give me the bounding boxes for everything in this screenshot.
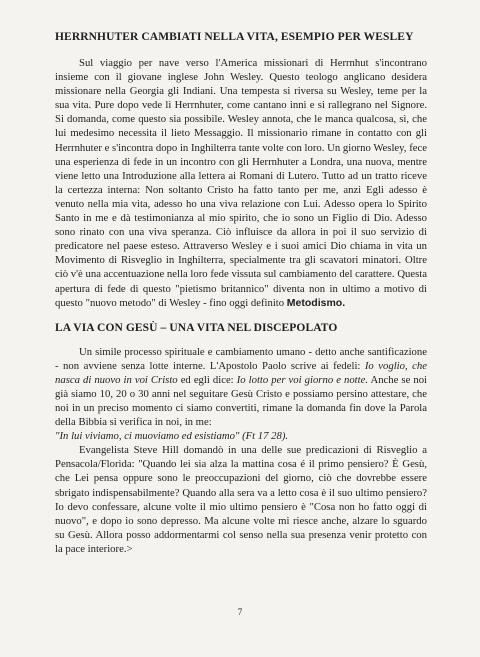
paragraph-steve-hill: Evangelista Steve Hill domandò in una delle sue predicazioni di Risveglio a Pensacola/Florida: "Quando lei sia alza la mattina cosa é il primo pensiero? È Gesù, che Lei pensa oppure sono le preoccupazioni del giorno, ciò che dovrebbe essere sbrigato indispensabilmente? Quando alla sera va a letto cosa è il suo ultimo pensiero? Io devo confessare, alcune volte il mio ultimo pensiero è "Cosa non ho fatto oggi di nuovo", e dopo io sono depresso. Ma alcune volte mi riesce anche, alzare lo sguardo su Gesù. Allora posso addormentarmi col senso nella sua presenza venir protetto con la pace interiore.> <box>55 444 427 555</box>
paragraph-santificazione <box>55 345 427 430</box>
paolo-quote-1: Io voglio, che nasca di nuovo in voi Cristo <box>55 359 427 386</box>
paolo-quote-2: Io lotto per voi giorno e notte. <box>236 373 369 386</box>
bible-quote-line <box>55 429 427 443</box>
santificazione-text-1: Un simile processo spirituale e cambiamento umano - detto anche santificazione - non avviene senza lotte interne. L'Apostolo Paolo scrive ai fedeli: <box>55 345 427 372</box>
bible-quote: "In lui viviamo, ci muoviamo ed esistiamo" <box>55 430 240 443</box>
section-title-via-con-gesu: LA VIA CON GESÙ – UNA VITA NEL DISCEPOLATO <box>55 321 338 334</box>
page-number: 7 <box>237 607 243 617</box>
bible-quote-reference: (Ft 17 28). <box>239 430 289 443</box>
paragraph-herrnhuter-wesley <box>55 56 427 310</box>
section-title-herrnhuter: HERRNHUTER CAMBIATI NELLA VITA, ESEMPIO PER WESLEY <box>55 31 414 43</box>
page-content <box>55 30 427 556</box>
word-metodismo: Metodismo. <box>286 296 346 309</box>
santificazione-text-2: ed egli dice: <box>177 373 237 386</box>
paragraph-herrnhuter-text: Sul viaggio per nave verso l'America missionari di Herrnhut s'incontrano insieme con il giovane inglese John Wesley. Questo teologo anglicano desidera missionare nella Georgia gli Indiani. Una tempesta si riversa su Wesley, teme per la sua vita. Pure dopo vede lì Herrnhuter, come cantano inni e si rallegrano nel Signore. Si domanda, come questo sia possibile. Wesley annota, che le manca qualcosa, sì, che lui medesimo necessita il lieto Messaggio. Il missionario rimane in contatto con gli Herrnhuter e s'incontra dopo in Inghilterra tante volte con loro. Un giorno Wesley, fece una esperienza di fede in un incontro con gli Herrnhuter a Londra, una nuova, mentre viene letto una Introduzione alla lettera ai Romani di Lutero. Tutto ad un tratto riceve la certezza interna: Non soltanto Cristo ha fatto tanto per me, anzi Egli adesso è venuto nella mia vita, adesso ho una viva relazione con Lui. Adesso opera lo Spirito Santo in me e dà testimonianza al mio spirito, che io sono un Figlio di Dio. Adesso sono rinato con una viva speranza. Ciò influisce da allora in poi il suo servizio di predicatore nel paese esteso. Attraverso Wesley e i suoi amici Dio chiama in vita un Movimento di Risveglio in Inghilterra, specialmente tra gli scavatori minatori. Oltre ciò v'è una accentuazione nella loro fede vissuta sul cambiamento del carattere. Questa apertura di fede di questo "pietismo britannico" diventa non in ultimo a motivo di questo "nuovo metodo" di Wesley - fino oggi definito <box>55 57 427 309</box>
santificazione-text-3: Anche se noi già siamo 10, 20 o 30 anni nel seguitare Gesù Cristo e possiamo persino attestare, che noi in un preciso momento ci siamo convertiti, rimane la domanda fin dove la Parola della Bibbia si verifica in noi, in me: <box>55 373 428 429</box>
